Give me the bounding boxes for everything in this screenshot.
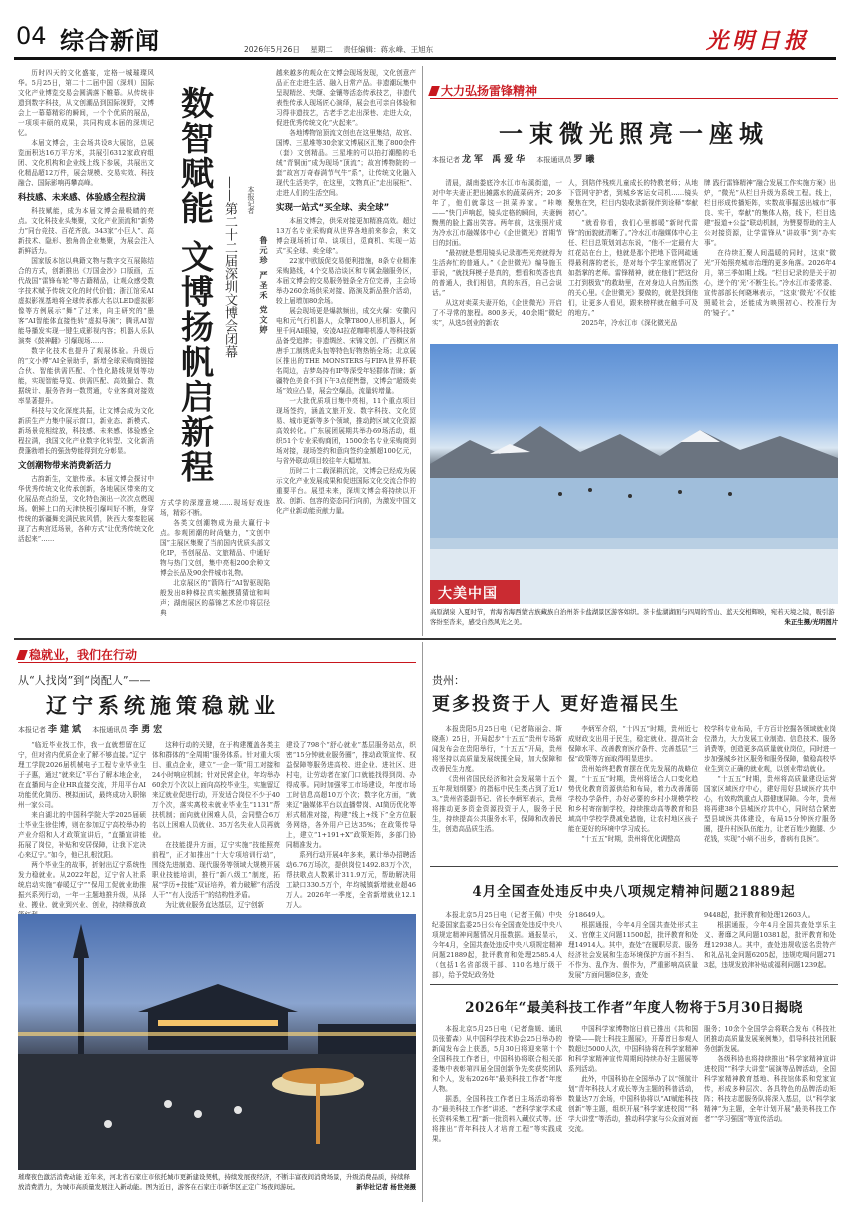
paragraph: 本报北京5月25日电（记者王佩）中央纪委国家监委25日公布全国查处违反中央八项规定精神问题情况月报数据。通报显示，今年4月，全国共查处违反中央八项规定精神问题21889起，批评教育和处理2585.4人（包括1名省部级干部、110名地厅级干部），给予党纪政务处 — [432, 911, 562, 979]
paragraph: 历时二十二载深耕沉淀，文博会已经成为展示文化产业发展成果和促进国际文化交流合作的重要平台。展望未来，深圳文博会将持续以开放、创新、包容的姿态同行向前，为激发中国文化产业新动能贡献力量。 — [276, 467, 416, 515]
article-column — [568, 178, 698, 338]
paragraph: “十五五”时期，贵州将高质量建设运营国家区域医疗中心，建好用好县域医疗共中心，有效构筑重点人群健康屏障。今年，贵州将再建38个县城医疗共中心，同时结合紧密型县域医共体建设，布局15分钟医疗服务圈，提升村医队伍能力，让老百姓少跑腿、少花钱，实现“小病不出乡，普病有良医”。 — [704, 775, 836, 843]
date-line — [244, 44, 433, 55]
article-rule — [430, 984, 838, 985]
paragraph: 为让就业服务直达基层，辽宁创新 — [165, 901, 265, 909]
issue-editors: 责任编辑：蒋永峰、王旭东 — [343, 45, 434, 54]
night-square-photo — [18, 914, 416, 1170]
article-column — [152, 740, 280, 910]
article-column — [568, 1024, 698, 1200]
article-deck: ——第二十二届深圳文博会闭幕 — [222, 176, 237, 358]
newspaper-logo: 光明日报 — [706, 28, 811, 54]
byline-tag: 本报记者 — [432, 156, 460, 164]
article-headline-block — [160, 86, 274, 496]
section-band-label: 稳就业，我们在行动 — [29, 648, 138, 662]
paragraph: 两个毕业生的故事，折射出辽宁系统性发力稳就业。从2022年起，辽宁省人社系统启动实施“春暖辽宁”“保用工促就业助推振兴系列行动，一年一主题地推升级，从择业、搬业、就业到兴业、创业，持续释放政 — [18, 861, 146, 909]
article-column — [704, 724, 836, 858]
byline-reporters: 龙军 禹爱华 — [462, 155, 529, 165]
article-column — [704, 1024, 836, 1200]
section-band — [430, 82, 537, 99]
paragraph: 越来越多的观众在文博会现场发现，文化创意产品正在走进生活、融入日常产品。非遗潮玩集中呈现精丝、夹缬、金镶等活态传承技艺，非遗代表性传承人现场匠心演绎，展会也可亲自体验和习得非遗技艺，古老手艺走出深巷、走进大众，促进优秀传统文化“火起来”。 — [276, 69, 416, 127]
paragraph: 北京展区的“箭阵行”AI智驱现陷般发出8种梯拉真实触摸猜猜谊和叫声；湖南展区的慕锦艺术丝巾将层径典 — [160, 579, 270, 617]
article-headline: 一束微光照亮一座城 — [499, 119, 769, 148]
paragraph: 来自湖北的中国科学院大学2025届硕士毕业生徐佳博，则在参加辽宁高校举办的产业介绍和人才政策宣讲后，“直播宣讲能拓展了岗位，补贴和安居保障，让我下定决心来辽宁。”如今，他已扎根沈阳。 — [18, 811, 146, 859]
article-column — [160, 498, 270, 634]
paragraph: 国家版本馆以典籍文物与数字交互展陈结合的方式，创新推出《万国金沙》口版画，五代战国“雷锋布轮”等古籍精品，让观众感受数字技术赋予传统文化的时代价值；浙江馆采AI虚拟影视基地将全球传承都大名以LED虚拟影像等方例展示“舞”了过来，向主研究的“墨客”AI智能体直接性转“虚拟导演”；腾讯AI智能导播发实现一键生成影视内容；机器人乐队演奏《鼓神翻》引爆现场…… — [18, 257, 154, 345]
article-kicker: 贵州： — [432, 674, 465, 687]
masthead-rule — [14, 57, 836, 60]
paragraph: 古韵新生，文旅传承。本届文博会探讨中华优秀传统文化传承创新，各地展区带来的文化展品亮点纷呈，文化特色演出一次次点燃现场。朝鲜上口的天津快板引爆叫好不断，身穿传统的新疆舞充满民族风情，陕西大秦秦腔展现了古典宫廷场景，各种方式“让优秀传统文化活起来”…… — [18, 475, 154, 543]
article-column — [286, 740, 416, 910]
band-rule — [18, 662, 416, 663]
photo-banner-label: 大美中国 — [438, 586, 498, 602]
issue-weekday: 星期二 — [310, 45, 333, 54]
byline-reporters: 鲁元珍 严圣禾 党文婷 — [259, 236, 268, 336]
paragraph: 数字化技术也提升了观展体验。升级后的“文小博”AI全景助手，新增全球采购商链接合伙、智能供需匹配、个性化路线规划等功能，实现智能导览、供需匹配、高效撮合、数据统计、服务咨询一数贯通，专业客商对接效率显著提升。 — [18, 347, 154, 405]
article-column — [704, 178, 836, 338]
paragraph: 从这对卖菜夫妻开始，《企世微光》开启了不寻常的旅程。800多天，40余期“微纪实”，从选5创业的新农 — [432, 299, 562, 327]
paragraph: 科技与文化深度共振，让文博会成为文化新质生产力集中展示窗口，新业态、新模式、新场景竞相绽放，科技感、未来感、体验感全程拉满，我国文化产业数字化转型、文化新消费蓬勃增长的强劲势能得到充分彰显。 — [18, 407, 154, 455]
photo-credit: 新华社记者 杨世尧摄 — [356, 1183, 416, 1191]
band-rule — [430, 98, 838, 99]
paragraph: 服务；10余个全国学会将联合发布《科技社团推动高质量发展案例集》，倡导科技社团服务创新发展。 — [704, 1025, 836, 1053]
paragraph: 牌 践行雷锋精神”融合发展工作实施方案》出炉，“微光”从栏目升级为系统工程。线上，栏目形成传播矩阵，实数故事掘送出城市”事良、实干，奉献”的集体人格，线下，栏目选建“报道+公益”联动机制，为赞要帮助的主人公对接资源，让学雷锋从“讲故事”到“办实事”。 — [704, 179, 836, 247]
byline-tag: 本报通讯员 — [92, 726, 128, 734]
article-headline: 数智赋能 文博扬帆启新程 — [176, 86, 215, 485]
paragraph: “最初就是想用镜头记录那些光亮就得为生活奔忙的普通人。”《企世微光》编导施玉菲说，“就找拜模子是真的，想看和英香也真的普通人，我们相信，真的东西，自己会说话。” — [432, 249, 562, 297]
masthead — [0, 0, 850, 64]
paragraph: 《贵州省国民经济和社会发展第十五个五年规划纲要》的指标中民生类占到了近1/3。”贵州省委副书记、省长李炳军表示，贵州将推动更多资金资源投资于人，服务于民生，持续提高公共服务水平，保障和改善民生，创造高品质生活。 — [432, 775, 562, 833]
byline-reporters: 罗曦 — [573, 155, 598, 165]
paragraph: “临近毕业找工作，我一直就想留在辽宁，但对省内优质企业了解不够直接。”辽宁理工学院2026届机械电子工程专业毕业生于子惠，通过“就来辽”平台了解本地企业，在直播间与企业HR直接交流，并用平台AI功能优化简历、模拟面试，最终成功入职锦州一家公司。 — [18, 741, 146, 809]
paragraph: 本届文博会，供采对接更加精准高效。超过13万名专业采购商从世界各地前来参会，来文博会现场析订单、谈项目，觅商机、实现一站式“买全球、卖全球”。 — [276, 217, 416, 255]
article-kicker: 从“人找岗”到“岗配人”—— — [18, 674, 151, 687]
article-headline: 2026年“最美科技工作者”年度人物将于5月30日揭晓 — [465, 1000, 803, 1016]
section-rule — [14, 638, 836, 640]
byline-tag: 本报记者 — [247, 186, 255, 214]
paragraph: 人，到陪伴残疾儿童成长的特教老师；从地下管网守护者，到城乡客运女司机……镜头聚焦在突，栏目内装收录新视伴到诠释“奉献初心”。 — [568, 179, 698, 217]
byline-reporters: 李勇宏 — [129, 725, 166, 735]
column-divider — [422, 642, 423, 1202]
photo-caption-text: 高原湖泉 入夏时节，青海省海西蒙古族藏族自治州茶卡盐湖景区游客如织。茶卡盐湖湖面与四周的雪山、蓝天交相辉映，宛若天境之镜，吸引游客纷至沓来，感受自然风光之美。 — [430, 608, 835, 626]
section-title: 综合新闻 — [60, 27, 160, 55]
photo-credit: 朱正生摄/光明图片 — [784, 618, 838, 626]
paragraph: 9448起，批评教育和处理12603人。 — [704, 911, 815, 919]
paragraph: 各地博物馆顶流文创也在这里集结，故宫、国博、三星堆等30余家文博展区汇集了800余件（套）文创精品。三星堆的可以拍打潮酷的毛绒“青铜面”成为现场“顶流”；故宫博物院的一套“故宫万奇春满节气牛”系”，让传统文化融入现代生活美学，在这里，文物真正“走出展柜”、走进人们的生活空间。 — [276, 129, 416, 197]
paragraph: 科技赋能，成为本届文博会最吸睛的亮点。文化科技业头集聚，文化产业顶流和“新势力”同台竞技、百花齐放。343家“小巨人”、高新技术、隐形、独角兽企业集聚，为展会注入新鲜活力。 — [18, 207, 154, 255]
article-column — [568, 724, 698, 858]
section-band — [18, 646, 137, 663]
paragraph: “就看你看，我们心里都暖”新时代雷锋”的面貌就清晰了。”冷水江市融媒体中心主任、栏目总策划刘志东说，“他不一定最有大红花站在台上，他就是那个把地下管网疏通得最利落的老长，是对每个学生家庭情况了如指掌的老师。雷锋精神，就在他们”把这份工打到极致”的救助里，在对身边人自然而然的关心里。《企世微光》要做的，就是找到他们，让更多人看见，跟来榜样就在触手可及的地方。” — [568, 219, 698, 317]
article-column — [432, 178, 562, 338]
article-rule — [430, 866, 838, 867]
photo-caption — [430, 607, 838, 635]
paragraph: 方式学的深邃意境……现场好戏连场，精彩不断。 — [160, 499, 270, 517]
page-number: 04 — [16, 22, 47, 50]
article-headline: 4月全国查处违反中央八项规定精神问题21889起 — [472, 884, 796, 900]
paragraph: 中国科学家博物馆日前已推出《共和国脊梁——院士科技主题展》，开幕首日参观人数超过5000人次，中国科协将在科学家精神和科学家精神宣传周期间持续办好主题展等系列活动。 — [568, 1025, 698, 1073]
paragraph: 李炳军介绍，“十四五”时期，贵州近七成财政支出用于民生，稳定就业、提高社会保障水平、改善教育医疗条件、完善基层“三保”政策等方面取得明显进步。 — [568, 725, 698, 763]
paragraph: 本届文博会，主会场共设8大展馆，总展览面积达16万平方米，共展引6312家政府组团、文化机构和企业线上线下参展，共展出文化精品超12万件，展会规模、交易实效、科技融合、国际影响再攀高峰。 — [18, 139, 154, 187]
band-marker-icon — [16, 650, 28, 660]
article-column — [432, 724, 562, 858]
byline-tag: 本报通讯员 — [536, 156, 572, 164]
paragraph: 22家中欧版促交易便利措施，8条专业精准采购路线，4个交易洽谈区和专属金融服务区，本届文博会的交易服务链条全方位完善，主会场举办260余场供采对接、路演及新品推介活动，较上届增加80余场。 — [276, 257, 416, 305]
paragraph: 建设了798个“舒心就业”基层服务站点，织密“15分钟就业服务圈”，推动政策宣传、权益保障等服务进高校、进企业、进社区、进村屯，让劳动者在家门口就能找得到岗、办得成事。同时加强零工市场建设，年度市场工时信息高超10万个次；数字化方面，“就来辽”融媒体平台以直播带岗、AI简历优化等形式精准对接，构建“线上+线下”全方位服务网络，各外用户已达35%；在政策传导上，建立“1+191+X”政策矩阵，多部门协同精准发力。 — [286, 741, 416, 849]
article-headline: 辽宁系统施策稳就业 — [46, 693, 280, 718]
paragraph: 清晨，湖南娄底冷水江市布溪街道，一对中年夫妻正把出摊露水的蔬菜码齐；20多年了，他们就靠这一担菜养家。“咔嚓——”快门声响起，镜头定格的瞬间，夫妻俩黝黑的脸上露出笑容。两年前，这张照片成为冷水江市融媒体中心《企世微光》首期节目的封面。 — [432, 179, 562, 247]
paragraph: 这种行动的关键，在于构建覆盖各类主体和群体的“全周期”服务体系。针对重大项目、重点企业，建立“一企一策”用工对接和24小时响应机制；针对民营企业，年均举办60余万个次以上面向高校毕业生，实施留辽来辽就业促进行动，开发适合岗位不少于40万个次，落实离校未就业毕业生“1131”帮扶机制；面向就业困难人员，会同整合6万名以上困难人员就业、35万名失业人员再就业。 — [152, 741, 280, 839]
paragraph: 贵州始终把教育摆在优先发展的战略位置，“十五五”时期，贵州将适合人口变化趋势优化教育资源供给和布局，着力改善薄弱学校办学条件，办好必要的乡村小规模学校和乡村寄宿制学校，持续推动高等教育和县域高中学校学费减免措施，让农村地区孩子能在更好的环境中学习成长。 — [568, 765, 698, 833]
paragraph: “十五五”时期，贵州将优化调整高 — [581, 835, 681, 843]
article-byline — [18, 722, 171, 735]
article-headline: 更多投资于人 更好造福民生 — [432, 694, 681, 715]
paragraph: 据悉，全国科技工作者日主场活动将举办“最美科技工作者”讲述、“老科学家学术成长资料采集工程”新一批资料入藏仪式等。还将推出“青年科技人才培育工程”等实践成果。 — [432, 1095, 562, 1143]
paragraph: 展会现场更是爆款频出，成交火爆：安徽闪电和元气行机器人，众擎T800人形机器人，阿里千问AI眼镜，安凌AI拉花咖啡机器人等科技新品备受追捧；非遗绸丝、宋锦文创、广西横区帛唐手工制绣虎头包等特色好物热销全场；北京展区推出的THE MONSTERS与FIFA世界杯联名周边，吉梦岛持有IP等深受年轻群体青睐；新疆特色美食不到下午3点便售罄，文博会“超级卖场”效应凸显，展会空爆品，流量转增量。 — [276, 307, 417, 395]
byline-tag: 本报记者 — [18, 726, 46, 734]
photo-illustration — [430, 344, 838, 604]
issue-date: 2026年5月26日 — [244, 45, 300, 54]
section-band-label: 大力弘扬雷锋精神 — [441, 84, 538, 98]
paragraph: 本报北京5月25日电（记者詹媛、通讯员张蕾森）从中国科学技术协会25日举办的新闻发布会上获悉，5月30日将迎来第十个全国科技工作者日，中国科协将联合相关部委集中表彰第四届全国创新争先奖获奖团队和个人，发布2026年“最美科技工作者”年度人物。 — [432, 1025, 562, 1093]
photo-caption — [18, 1172, 416, 1202]
subheading: 科技感、未来感、体验感全程拉满 — [18, 193, 146, 203]
paragraph: 系列行动开展4年多来，累计举办招聘活动6.76万场次，提供岗位1492.83万个次，帮扶歌点人数累计311.9万元，帮助解决用工缺口330.5万个，年均城镇新增就业超46万人。2026年一季度，全省新增就业12.1万人。 — [286, 851, 416, 909]
article-column — [432, 1024, 562, 1200]
paragraph: 2025年，冷水江市《深化微光品 — [581, 319, 678, 327]
article-column — [568, 910, 698, 979]
paragraph: 根据通报，今年4月全国共查处享乐主义、奢靡之风问题10381起，批评教育和处理12938人。其中，查处违规收送名贵特产和礼品礼金问题6205起，违规吃喝问题2713起，违规发放津补贴或福利问题1239起。 — [704, 921, 836, 969]
article-column — [432, 910, 562, 979]
paragraph: 在待续汇聚人间温暖的同时，这束“微光”开始照亮城市治理的更多角落。2026年4月，第三季如期上线。“栏目记录的是关于初心，逆个的‘光’不断生长。”冷水江市委常委、宣传部部长何晓琳表示，“这束‘微光’不仅能照暖社会，还能成为映照初心、校准行为的‘镜子’。” — [704, 249, 836, 317]
paragraph: 在技能提升方面，辽宁实施“技能照亮前程”，正才如推出“十大专项培训行动”，围绕先进制造、现代服务等领域大规模开展职业技能培训，推行“新八级工”制度，拓展“学历+技能”双证培养，着力破解“有活没人干”“有人没活干”的结构性矛盾。 — [152, 841, 280, 899]
band-marker-icon — [428, 86, 440, 96]
paragraph: 历时四天的文化盛宴，定格一城璀璨风华。5月25日，第二十二届中国（深圳）国际文化产业博览交易会圆满落下帷幕。从传统非遗到数字科技，从文创潮品到国际视野，文博会上一幕幕精彩的瞬间，一个个优质的展品，一项项丰硕的成果，共同构成本届的深圳记忆。 — [18, 69, 154, 137]
paragraph: 分18649人。 — [568, 911, 609, 919]
paragraph: 此外，中国科协在全国举办了以“领航计划”青年科技人才成长等为主题的科普活动，数量达7万余场，中国科协将以“AI赋能科技创新”等主题，组织开展“科学家进校园”“科学大讲堂”等活动，推动科学家与公众面对面交流。 — [568, 1075, 698, 1133]
photo-caption-text: 璀璨夜色激活消费动能 近年来，河北省石家庄市依托城市更新建设契机，持续发展夜经济，不断丰富夜间消费场景，升级消费品质，持续释放消费潜力，为城市高质量发展注入新动能。图为近日，游客在石家庄市新华区正定广场夜间游玩。 — [18, 1173, 410, 1191]
article-byline — [432, 152, 603, 165]
salt-lake-photo — [430, 344, 838, 604]
paragraph: 校学科专业布局，千方百计挖掘各领域就业岗位潜力，大力发展工业制造、信息技术、服务消费等，创造更多高质量就业岗位，同时进一步加强城乡社区服务和服务保障，做稳高校毕业生到立正确的就业观，以创业带动就业。 — [704, 725, 836, 773]
column-divider — [422, 66, 423, 636]
subheading: 实现一站式“买全球、卖全球” — [276, 203, 390, 213]
byline-reporters: 李建斌 — [48, 725, 85, 735]
subheading: 文创潮物带来消费新活力 — [18, 461, 112, 471]
article-column — [276, 68, 416, 634]
article-column — [704, 910, 836, 976]
paragraph: 各类文创潮物成为最大赢行卡点。参观团潮的时尚魅力，“文创中国”主展区集聚了当前国内优质头部文化IP，书创展品、文旅精品、中通好物与热门文创，集中亮相200余种文博会长品及90余件城市礼物。 — [160, 519, 270, 577]
paragraph: 根据通报，今年4月全国共查处形式主义、官僚主义问题11500起，批评教育和处理14914人。其中，查处“在履职尽责、服务经济社会发展和生态环境保护方面不担当、不作为、乱作为、假作为，严重影响高质量发展”方面问题8位多，查处 — [568, 921, 698, 979]
article-column — [18, 740, 146, 910]
paragraph: 本报贵阳5月25日电（记者陈丽会、斯晓燕）25日，开局起步“十五五”贵州专场新闻发布会在贵阳举行，“十五五”开局，贵州将坚持以高质量发展统揽全局，加大保障和改善民生力度。 — [432, 725, 562, 773]
paragraph: 一大批优质项目集中亮相，11个重点项目现场签约，涵盖文旅开发、数字科技、文化贸易、城市更新等多个领域，推动跨区域文化资源高效转化。广东展团展期共举办69场活动，组织51个专业采购商团，1500余名专业采购商到场对接，现场签约和意向签约金额超100亿元，与省外联动项目较往年大幅增加。 — [276, 397, 416, 465]
article-intro-column — [18, 68, 154, 634]
paragraph: 各级科协也将持续推出“科学家精神宣讲进校园”“科学大讲堂”展演等品牌活动，全国科学家精神教育基地、科技馆体系和党家宣传，形成多种层次、各具特色的品牌活动矩阵；科技志愿服务队将深入基层，以“科学家精神”为主题，全年计划开展“最美科技工作者”“学习强国”等宣传活动。 — [704, 1055, 836, 1123]
photo-illustration — [18, 914, 416, 1170]
